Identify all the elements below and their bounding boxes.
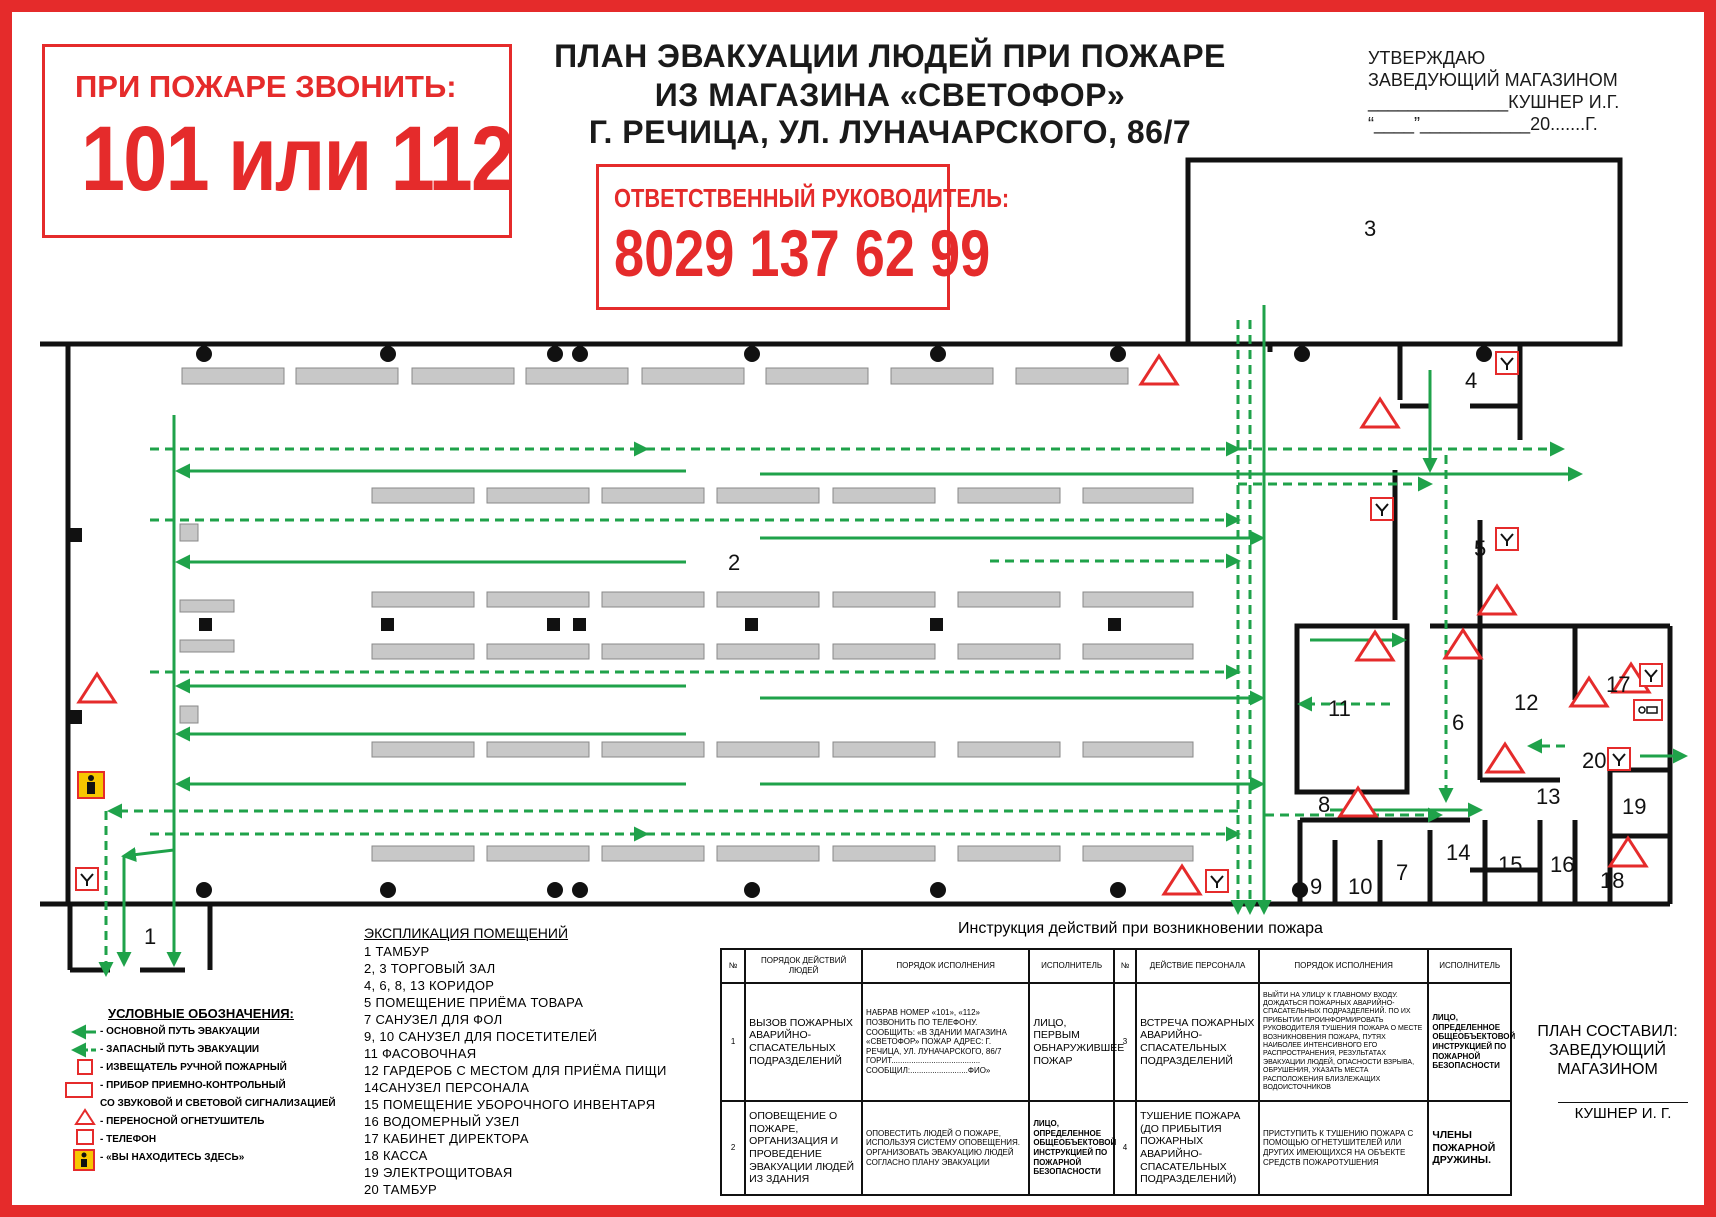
- row-number-2: 4: [1114, 1101, 1136, 1195]
- header-executor-2: ИСПОЛНИТЕЛЬ: [1428, 949, 1511, 983]
- responsible-phone: 8029 137 62 99: [614, 216, 991, 290]
- row-order: НАБРАВ НОМЕР «101», «112» ПОЗВОНИТЬ ПО ТЕЛЕФОНУ. СООБЩИТЬ: «В ЗДАНИИ МАГАЗИНА «СВЕТОФОР» ПОЖАР АДРЕС: Г. РЕЧИЦА, УЛ. ЛУНАЧАРСКОГО, 86/7 ГОРИТ........................................ СООБЩИЛ:..........................ФИО»: [862, 983, 1029, 1101]
- instructions-table: [720, 948, 1516, 1196]
- table-row: [721, 1101, 1511, 1195]
- title-line-1: ПЛАН ЭВАКУАЦИИ ЛЮДЕЙ ПРИ ПОЖАРЕ: [554, 38, 1226, 74]
- room-6: 6: [1452, 710, 1465, 735]
- explication-item: 2, 3 ТОРГОВЫЙ ЗАЛ: [364, 961, 496, 976]
- row-order-2: ПРИСТУПИТЬ К ТУШЕНИЮ ПОЖАРА С ПОМОЩЬЮ ОГНЕТУШИТЕЛЕЙ ИЛИ ДРУГИХ ИМЕЮЩИХСЯ НА ОБЪЕКТЕ СРЕДСТВ ПОЖАРОТУШЕНИЯ: [1259, 1101, 1428, 1195]
- extinguisher-triangle-icons: [79, 356, 1649, 894]
- header-num-2: №: [1114, 949, 1136, 983]
- row-number-2: 3: [1114, 983, 1136, 1101]
- header-order-2: ПОРЯДОК ИСПОЛНЕНИЯ: [1259, 949, 1428, 983]
- room-5: 5: [1474, 536, 1487, 561]
- table-row: [721, 983, 1511, 1101]
- room-9: 9: [1310, 874, 1323, 899]
- header-num: №: [721, 949, 745, 983]
- instructions-header-row: [721, 949, 1511, 983]
- room-15: 15: [1498, 852, 1523, 877]
- columns: [70, 346, 1492, 898]
- legend-main-route: - ОСНОВНОЙ ПУТЬ ЭВАКУАЦИИ: [100, 1026, 260, 1037]
- composed-by: [1515, 1022, 1700, 1080]
- explication-item: 17 КАБИНЕТ ДИРЕКТОРА: [364, 1131, 529, 1146]
- explication-item: 14САНУЗЕЛ ПЕРСОНАЛА: [364, 1080, 530, 1095]
- row-number: 1: [721, 983, 745, 1101]
- approval-line-4: “____”___________20.......Г.: [1368, 114, 1598, 134]
- row-order: ОПОВЕСТИТЬ ЛЮДЕЙ О ПОЖАРЕ, ИСПОЛЬЗУЯ СИСТЕМУ ОПОВЕЩЕНИЯ. ОРГАНИЗОВАТЬ ЭВАКУАЦИЮ ЛЮДЕЙ СОГЛАСНО ПЛАНУ ЭВАКУАЦИИ: [862, 1101, 1029, 1195]
- room-4: 4: [1465, 368, 1478, 393]
- row-action-2: ТУШЕНИЕ ПОЖАРА (ДО ПРИБЫТИЯ ПОЖАРНЫХ АВАРИЙНО- СПАСАТЕЛЬНЫХ ПОДРАЗДЕЛЕНИЙ): [1136, 1101, 1259, 1195]
- row-number: 2: [721, 1101, 745, 1195]
- legend-control-panel-cont: СО ЗВУКОВОЙ И СВЕТОВОЙ СИГНАЛИЗАЦИЕЙ: [100, 1098, 336, 1109]
- title-line-2: ИЗ МАГАЗИНА «СВЕТОФОР»: [654, 77, 1126, 113]
- legend-reserve-route: - ЗАПАСНЫЙ ПУТЬ ЭВАКУАЦИИ: [100, 1044, 260, 1055]
- header-executor: ИСПОЛНИТЕЛЬ: [1029, 949, 1114, 983]
- room-16: 16: [1550, 852, 1575, 877]
- explication-item: 18 КАССА: [364, 1148, 428, 1163]
- room-3: 3: [1364, 216, 1377, 241]
- composed-name: КУШНЕР И. Г.: [1558, 1102, 1688, 1122]
- legend-telephone: - ТЕЛЕФОН: [100, 1134, 157, 1145]
- header-order: ПОРЯДОК ИСПОЛНЕНИЯ: [862, 949, 1029, 983]
- explication-item: 16 ВОДОМЕРНЫЙ УЗЕЛ: [364, 1114, 520, 1129]
- legend-you-are-here: - «ВЫ НАХОДИТЕСЬ ЗДЕСЬ»: [100, 1152, 245, 1163]
- header-people-actions: ПОРЯДОК ДЕЙСТВИЙ ЛЮДЕЙ: [745, 949, 862, 983]
- room-12: 12: [1514, 690, 1539, 715]
- room-17: 17: [1606, 672, 1631, 697]
- legend-icons: [66, 1032, 96, 1170]
- room-2: 2: [728, 550, 741, 575]
- explication-item: 15 ПОМЕЩЕНИЕ УБОРОЧНОГО ИНВЕНТАРЯ: [364, 1097, 656, 1112]
- room-20: 20: [1582, 748, 1607, 773]
- approval-line-3: ______________КУШНЕР И.Г.: [1368, 92, 1620, 112]
- room-18: 18: [1600, 868, 1625, 893]
- composed-line-3: МАГАЗИНОМ: [1557, 1061, 1658, 1079]
- explication-item: 11 ФАСОВОЧНАЯ: [364, 1046, 477, 1061]
- shelves: [180, 368, 1193, 861]
- you-are-here-icon: [78, 772, 104, 798]
- approval-line-2: ЗАВЕДУЮЩИЙ МАГАЗИНОМ: [1368, 70, 1618, 90]
- room-1: 1: [144, 924, 157, 949]
- explication-item: 19 ЭЛЕКТРОЩИТОВАЯ: [364, 1165, 513, 1180]
- row-executor-2: ЧЛЕНЫ ПОЖАРНОЙ ДРУЖИНЫ.: [1428, 1101, 1511, 1195]
- legend-extinguisher: - ПЕРЕНОСНОЙ ОГНЕТУШИТЕЛЬ: [100, 1116, 265, 1127]
- room-8: 8: [1318, 792, 1331, 817]
- legend-control-panel: - ПРИБОР ПРИЕМНО-КОНТРОЛЬНЫЙ: [100, 1080, 286, 1091]
- call-label: ПРИ ПОЖАРЕ ЗВОНИТЬ:: [75, 69, 457, 104]
- explication-title: ЭКСПЛИКАЦИЯ ПОМЕЩЕНИЙ: [364, 925, 569, 941]
- row-order-2: ВЫЙТИ НА УЛИЦУ К ГЛАВНОМУ ВХОДУ. ДОЖДАТЬСЯ ПОЖАРНЫХ АВАРИЙНО-СПАСАТЕЛЬНЫХ ПОДРАЗДЕЛЕНИЙ. ПО ИХ ПРИБЫТИИ ПРОИНФОРМИРОВАТЬ РУКОВОДИТЕЛЯ ТУШЕНИЯ ПОЖАРА О МЕСТЕ ВОЗНИКНОВЕНИЯ ПОЖАРА, ПУТЯХ НАИБОЛЕЕ ИНТЕНСИВНОГО ЕГО РАСПРОСТРАНЕНИЯ, РЕЗУЛЬТАТАХ ЭВАКУАЦИИ ЛЮДЕЙ, ОПАСНОСТИ ВЗРЫВА, ОБРУШЕНИЯ, УКАЗАТЬ МЕСТА РАСПОЛОЖЕНИЯ БЛИЗЛЕЖАЩИХ ВОДОИСТОЧНИКОВ: [1259, 983, 1428, 1101]
- explication-item: 5 ПОМЕЩЕНИЕ ПРИЁМА ТОВАРА: [364, 995, 584, 1010]
- responsible-label: ОТВЕТСТВЕННЫЙ РУКОВОДИТЕЛЬ:: [614, 183, 1010, 213]
- row-executor: ЛИЦО, ОПРЕДЕЛЕННОЕ ОБЩЕОБЪЕКТОВОЙ ИНСТРУКЦИЕЙ ПО ПОЖАРНОЙ БЕЗОПАСНОСТИ: [1029, 1101, 1114, 1195]
- composed-line-2: ЗАВЕДУЮЩИЙ: [1548, 1042, 1667, 1060]
- row-executor: ЛИЦО, ПЕРВЫМ ОБНАРУЖИВШЕЕ ПОЖАР: [1029, 983, 1114, 1101]
- explication-item: 20 ТАМБУР: [364, 1182, 437, 1197]
- title-line-3: Г. РЕЧИЦА, УЛ. ЛУНАЧАРСКОГО, 86/7: [588, 114, 1192, 150]
- room-14: 14: [1446, 840, 1471, 865]
- legend-manual-alarm: - ИЗВЕЩАТЕЛЬ РУЧНОЙ ПОЖАРНЫЙ: [100, 1062, 287, 1073]
- control-panel-icon: [1634, 700, 1662, 720]
- explication-item: 4, 6, 8, 13 КОРИДОР: [364, 978, 495, 993]
- legend-title: УСЛОВНЫЕ ОБОЗНАЧЕНИЯ:: [108, 1006, 294, 1021]
- explication-item: 7 САНУЗЕЛ ДЛЯ ФОЛ: [364, 1012, 503, 1027]
- emergency-number: 101 или 112: [81, 108, 514, 210]
- header-staff-action: ДЕЙСТВИЕ ПЕРСОНАЛА: [1136, 949, 1259, 983]
- explication-item: 1 ТАМБУР: [364, 944, 430, 959]
- room-13: 13: [1536, 784, 1561, 809]
- row-executor-2: ЛИЦО, ОПРЕДЕЛЕННОЕ ОБЩЕОБЪЕКТОВОЙ ИНСТРУКЦИЕЙ ПО ПОЖАРНОЙ БЕЗОПАСНОСТИ: [1428, 983, 1511, 1101]
- room-7: 7: [1396, 860, 1409, 885]
- composed-line-1: ПЛАН СОСТАВИЛ:: [1537, 1023, 1678, 1040]
- row-action: ОПОВЕЩЕНИЕ О ПОЖАРЕ, ОРГАНИЗАЦИЯ И ПРОВЕДЕНИЕ ЭВАКУАЦИИ ЛЮДЕЙ ИЗ ЗДАНИЯ: [745, 1101, 862, 1195]
- room-19: 19: [1622, 794, 1647, 819]
- row-action: ВЫЗОВ ПОЖАРНЫХ АВАРИЙНО-СПАСАТЕЛЬНЫХ ПОДРАЗДЕЛЕНИЙ: [745, 983, 862, 1101]
- explication-item: 9, 10 САНУЗЕЛ ДЛЯ ПОСЕТИТЕЛЕЙ: [364, 1029, 598, 1044]
- room-10: 10: [1348, 874, 1373, 899]
- row-action-2: ВСТРЕЧА ПОЖАРНЫХ АВАРИЙНО-СПАСАТЕЛЬНЫХ ПОДРАЗДЕЛЕНИЙ: [1136, 983, 1259, 1101]
- room-11: 11: [1328, 696, 1351, 721]
- approval-line-1: УТВЕРЖДАЮ: [1368, 48, 1486, 68]
- explication-item: 12 ГАРДЕРОБ С МЕСТОМ ДЛЯ ПРИЁМА ПИЩИ: [364, 1063, 667, 1078]
- instructions-caption: Инструкция действий при возникновении пожара: [958, 920, 1323, 937]
